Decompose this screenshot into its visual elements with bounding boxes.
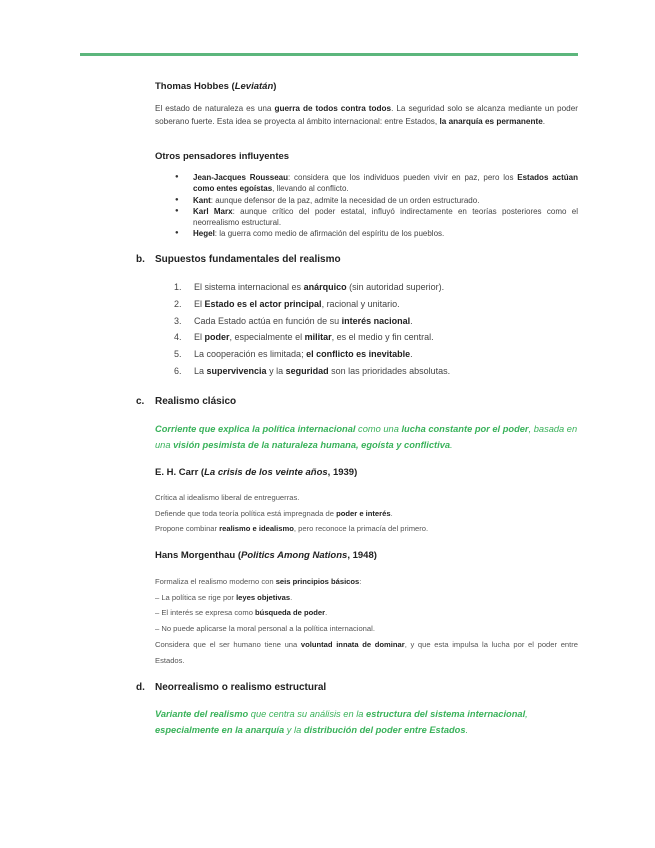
list-item: 2. El Estado es el actor principal, racional y unitario.	[174, 298, 400, 309]
header-rule	[80, 53, 578, 56]
carr-line: Defiende que toda teoría política está impregnada de poder e interés.	[155, 508, 393, 518]
list-item: 5. La cooperación es limitada; el conflicto es inevitable.	[174, 349, 413, 360]
otros-list	[175, 172, 578, 240]
list-item: 4. El poder, especialmente el militar, es el medio y fin central.	[174, 332, 434, 343]
neorrealismo-definition: Variante del realismo que centra su análisis en la estructura del sistema internacional, especialmente en la anarquía y la distribución del poder entre Estados.	[155, 709, 528, 735]
list-item: 6. La supervivencia y la seguridad son las prioridades absolutas.	[174, 365, 451, 376]
carr-heading: E. H. Carr (La crisis de los veinte años, 1939)	[155, 467, 358, 478]
carr-line: Propone combinar realismo e idealismo, pero reconoce la primacía del primero.	[155, 524, 429, 534]
list-item: ● Karl Marx: aunque crítico del poder estatal, influyó indirectamente en teorías posteriores como el neorrealismo estructural.	[175, 206, 578, 229]
morgenthau-notes	[155, 574, 578, 668]
otros-heading: Otros pensadores influyentes	[155, 151, 290, 162]
section-d-heading: d. Neorrealismo o realismo estructural	[136, 682, 327, 693]
carr-notes	[155, 490, 578, 537]
morgenthau-line: – La política se rige por leyes objetivas.	[155, 592, 293, 602]
list-item: ● Kant: aunque defensor de la paz, admite la necesidad de un orden estructurado.	[175, 195, 578, 206]
section-b-heading: b. Supuestos fundamentales del realismo	[136, 254, 341, 265]
carr-line: Crítica al idealismo liberal de entreguerras.	[155, 493, 300, 502]
hobbes-paragraph: El estado de naturaleza es una guerra de todos contra todos. La seguridad solo se alcanza mediante un poder soberano fuerte. Esta idea se proyecta al ámbito internacional: entre Estados, la anarquía es permanente.	[155, 104, 578, 126]
realismo-clasico-definition: Corriente que explica la política internacional como una lucha constante por el poder, basada en una visión pesimista de la naturaleza humana, egoísta y conflictiva.	[155, 424, 578, 450]
section-c-heading: c. Realismo clásico	[136, 396, 237, 407]
list-item: ● Jean-Jacques Rousseau: considera que los individuos pueden vivir en paz, pero los Estados actúan como entes egoístas, llevando al conflicto.	[175, 172, 578, 195]
morgenthau-line: Considera que el ser humano tiene una voluntad innata de dominar, y que esta impulsa la lucha por el poder entre Estados.	[155, 639, 578, 665]
list-item: ● Hegel: la guerra como medio de afirmación del espíritu de los pueblos.	[175, 228, 578, 239]
supuestos-list	[174, 282, 578, 383]
morgenthau-line: – No puede aplicarse la moral personal a la política internacional.	[155, 624, 375, 634]
hobbes-heading: Thomas Hobbes (Leviatán)	[155, 81, 277, 92]
morgenthau-line: – El interés se expresa como búsqueda de poder.	[155, 608, 328, 618]
list-item: 3. Cada Estado actúa en función de su interés nacional.	[174, 315, 413, 326]
morgenthau-line: Formaliza el realismo moderno con seis principios básicos:	[155, 577, 362, 586]
list-item: 1. El sistema internacional es anárquico (sin autoridad superior).	[174, 282, 445, 292]
morgenthau-heading: Hans Morgenthau (Politics Among Nations, 1948)	[155, 550, 377, 561]
